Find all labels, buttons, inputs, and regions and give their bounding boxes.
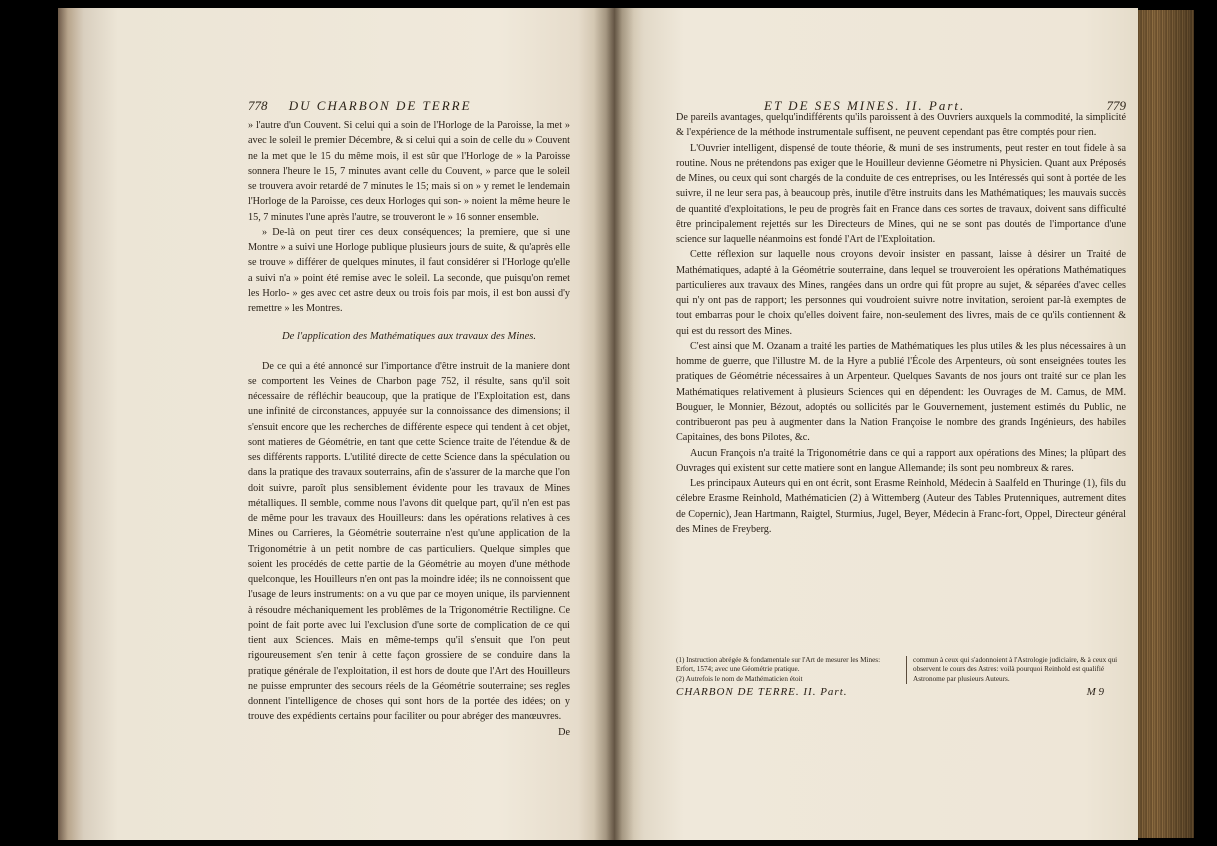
running-title: DU CHARBON DE TERRE [288, 98, 472, 113]
footnote: (2) Autrefois le nom de Mathématicien étoit [676, 674, 803, 683]
open-book [58, 8, 1194, 840]
body-paragraph: L'Ouvrier intelligent, dispensé de toute théorie, & muni de ses instruments, peut rester en tout fidele à sa routine. Nous ne prétendons pas exiger que le Houilleur devienne Géometre ni Physicien. Quant aux Préposés de Mines, ou ceux qui sont chargés de la conduite de ces entreprises, ou les Intéressés qui sont à portée de les suivre, il ne leur sera pas, à beaucoup près, inutile d'être instruits dans les Mathématiques; les mauvais succès de quantité d'exploitations, le peu de progrès fait en France dans ces sortes de travaux, doivent sans difficulté être principalement rejettés sur les Directeurs de Mines, qui ne se sont pas doutés de l'importance d'une science sur laquelle néanmoins est fondé l'Art de l'Exploitation. [676, 142, 1126, 245]
signature-mark: M 9 [1086, 686, 1104, 698]
left-page [58, 8, 614, 840]
signature-title: CHARBON DE TERRE. II. Part. [676, 686, 848, 698]
body-paragraph: Les principaux Auteurs qui en ont écrit, sont Erasme Reinhold, Médecin à Saalfeld en Thuringe (1), fils du célebre Erasme Reinhold, Mathématicien (2) à Wittemberg (Auteur des Tables Prutenniques, autrement dites de Copernic), Jean Hartmann, Raigtel, Sturmius, Jugel, Beyer, Médecin à Franc-fort, Oppel, Directeur général des Mines de Freyberg. [676, 478, 1126, 535]
left-page-header [248, 98, 578, 116]
body-paragraph: De pareils avantages, quelqu'indifférents qu'ils paroissent à des Ouvriers auxquels la commodité, la simplicité & l'expérience de la méthode instrumentale suffisent, ne peuvent cependant pas être comptés pour rien. [676, 112, 1126, 139]
quoted-paragraph: » l'autre d'un Couvent. Si celui qui a soin de l'Horloge de la Paroisse, la met » avec le soleil le premier Décembre, & si celui qui a soin de celle du » Couvent ne la met que le 15 du même mois, il est sûr que l'Horloge de » la Paroisse sonnera l'heure le 15, 7 minutes avant celle du Couvent, » parce que le soleil se trouvera avoir retardé de 7 minutes le 15; mais si on » y remet le lendemain l'Horloge de la Paroisse, ces deux Horloges qui son- » noient la même heure le 15, 7 minutes l'une après l'autre, se trouveront le » 16 sonner ensemble. [248, 120, 570, 223]
footnote: commun à ceux qui s'adonnoient à l'Astrologie judiciaire, & à ceux qui observent le cours des Astres: voilà pourquoi Reinhold est qualifié Astronome par plusieurs Auteurs. [913, 656, 1118, 683]
catchword: De [558, 726, 570, 738]
body-paragraph: C'est ainsi que M. Ozanam a traité les parties de Mathématiques les plus utiles & les plus nécessaires à un homme de guerre, que l'illustre M. de la Hyre a publié l'École des Arpenteurs, où sont enseignées toutes les pratiques de Géométrie nécessaires à un Arpenteur. Quelques Savants de nos jours ont traité sur ce plan les Mathématiques relativement à plusieurs Sciences qui en dépendent: les Ouvrages de M. Camus, de MM. Bouguer, le Monnier, Bézout, adoptés ou sollicités par le Gouvernement, justement estimés du Public, ne contribueront pas peu à augmenter dans la Nation Françoise le nombre des grands Ingénieurs, des habiles Capitaines, des bons Pilotes, &c. [676, 340, 1126, 444]
right-page [614, 8, 1138, 840]
left-page-text [248, 118, 570, 740]
running-title: ET DE SES MINES. II. Part. [764, 98, 966, 113]
right-page-text [676, 110, 1126, 537]
section-title: De l'application des Mathématiques aux travaux des Mines. [281, 331, 537, 343]
footnotes-column-left [676, 656, 890, 684]
footnotes-column-right [906, 656, 1119, 684]
page-number: 778 [248, 98, 268, 113]
quoted-paragraph: » De-là on peut tirer ces deux conséquences; la premiere, que si une Montre » a suivi une Horloge publique plusieurs jours de suite, & qu'après elle se trouve » différer de quelques minutes, il faut considérer si l'Horloge qu'elle a suivi n'a » point été remise avec le soleil. La seconde, que puisqu'on remet les Horlo- » ges avec cet astre deux ou trois fois par mois, il est bon aussi d'y remettre » les Montres. [248, 226, 570, 314]
footnote: (1) Instruction abrégée & fondamentale sur l'Art de mesurer les Mines: Erfort, 1574; avec une Géométrie pratique. [676, 656, 881, 674]
page-number: 779 [1106, 98, 1126, 113]
body-paragraph: De ce qui a été annoncé sur l'importance d'être instruit de la maniere dont se comportent les Veines de Charbon page 752, il résulte, sans qu'il soit nécessaire de réfléchir beaucoup, que la pratique de l'Exploitation est, dans une infinité de circonstances, appuyée sur la connoissance des dimensions; il s'ensuit encore que les recherches de différente espece qui tendent à cet objet, sont matieres de Géométrie, en tant que cette Science traite de l'étendue & de ses différents rapports. L'utilité directe de cette Science dans la spéculation ou dans la pratique des travaux souterrains, afin de s'assurer de la marche que l'on doit suivre, paroît plus sensiblement évidente pour les travaux de Mines métalliques. Il semble, comme nous l'avons dit quelque part, qu'il n'en est pas de même pour les travaux des Houilleurs: dans les opérations relatives à ces Mines ou Carrieres, la Géométrie souterraine n'est qu'une application de la Trigonométrie à un petit nombre de cas particuliers. Quelque simples que soient les procédés de cette partie de la Géométrie au moyen d'une méthode quelconque, les Houilleurs n'en ont pas la moindre idée; ils ne connoissent que l'usage de leurs instruments: on a vu que par ce moyen unique, ils parviennent à résoudre méchaniquement les problêmes de la Trigonométrie Rectiligne. Ce point de fait porte avec lui l'exclusion d'une sorte de complication de ce qui tient aux Sciences. Mais en même-temps qu'il s'ensuit que l'on peut rigoureusement s'en tenir à cette façon grossiere de se conduire dans la pratique générale de l'exploitation, il est hors de doute que l'Art des Houilleurs ne puisse emprunter des secours réels de la Géométrie souterraine; ses regles donnent l'intelligence de choses qui sont hors de la portée des idées; on y trouve des expédients certains pour faciliter ou pour abréger des manœuvres. [248, 360, 570, 723]
body-paragraph: Cette réflexion sur laquelle nous croyons devoir insister en passant, laisse à désirer un Traité de Mathématiques, adapté à la Géométrie souterraine, dans lequel se trouveroient les opérations Mathématiques particulieres aux travaux des Mines, rangées dans un ordre qui fût propre au sujet, & séparées d'avec celles qui n'y ont pas de rapport; les personnes qui voudroient suivre notre invitation, seroient par-là exemptes de tout embarras pour le choix qu'elles doivent faire, non-seulement des livres, mais de ce qu'ils contiennent & qui est du ressort des Mines. [676, 249, 1126, 337]
fore-edge [1138, 10, 1194, 838]
body-paragraph: Aucun François n'a traité la Trigonométrie dans ce qui a rapport aux opérations des Mines; la plûpart des Ouvrages qui existent sur cette matiere sont en langue Allemande; ils sont peu nombreux & rares. [676, 447, 1126, 474]
